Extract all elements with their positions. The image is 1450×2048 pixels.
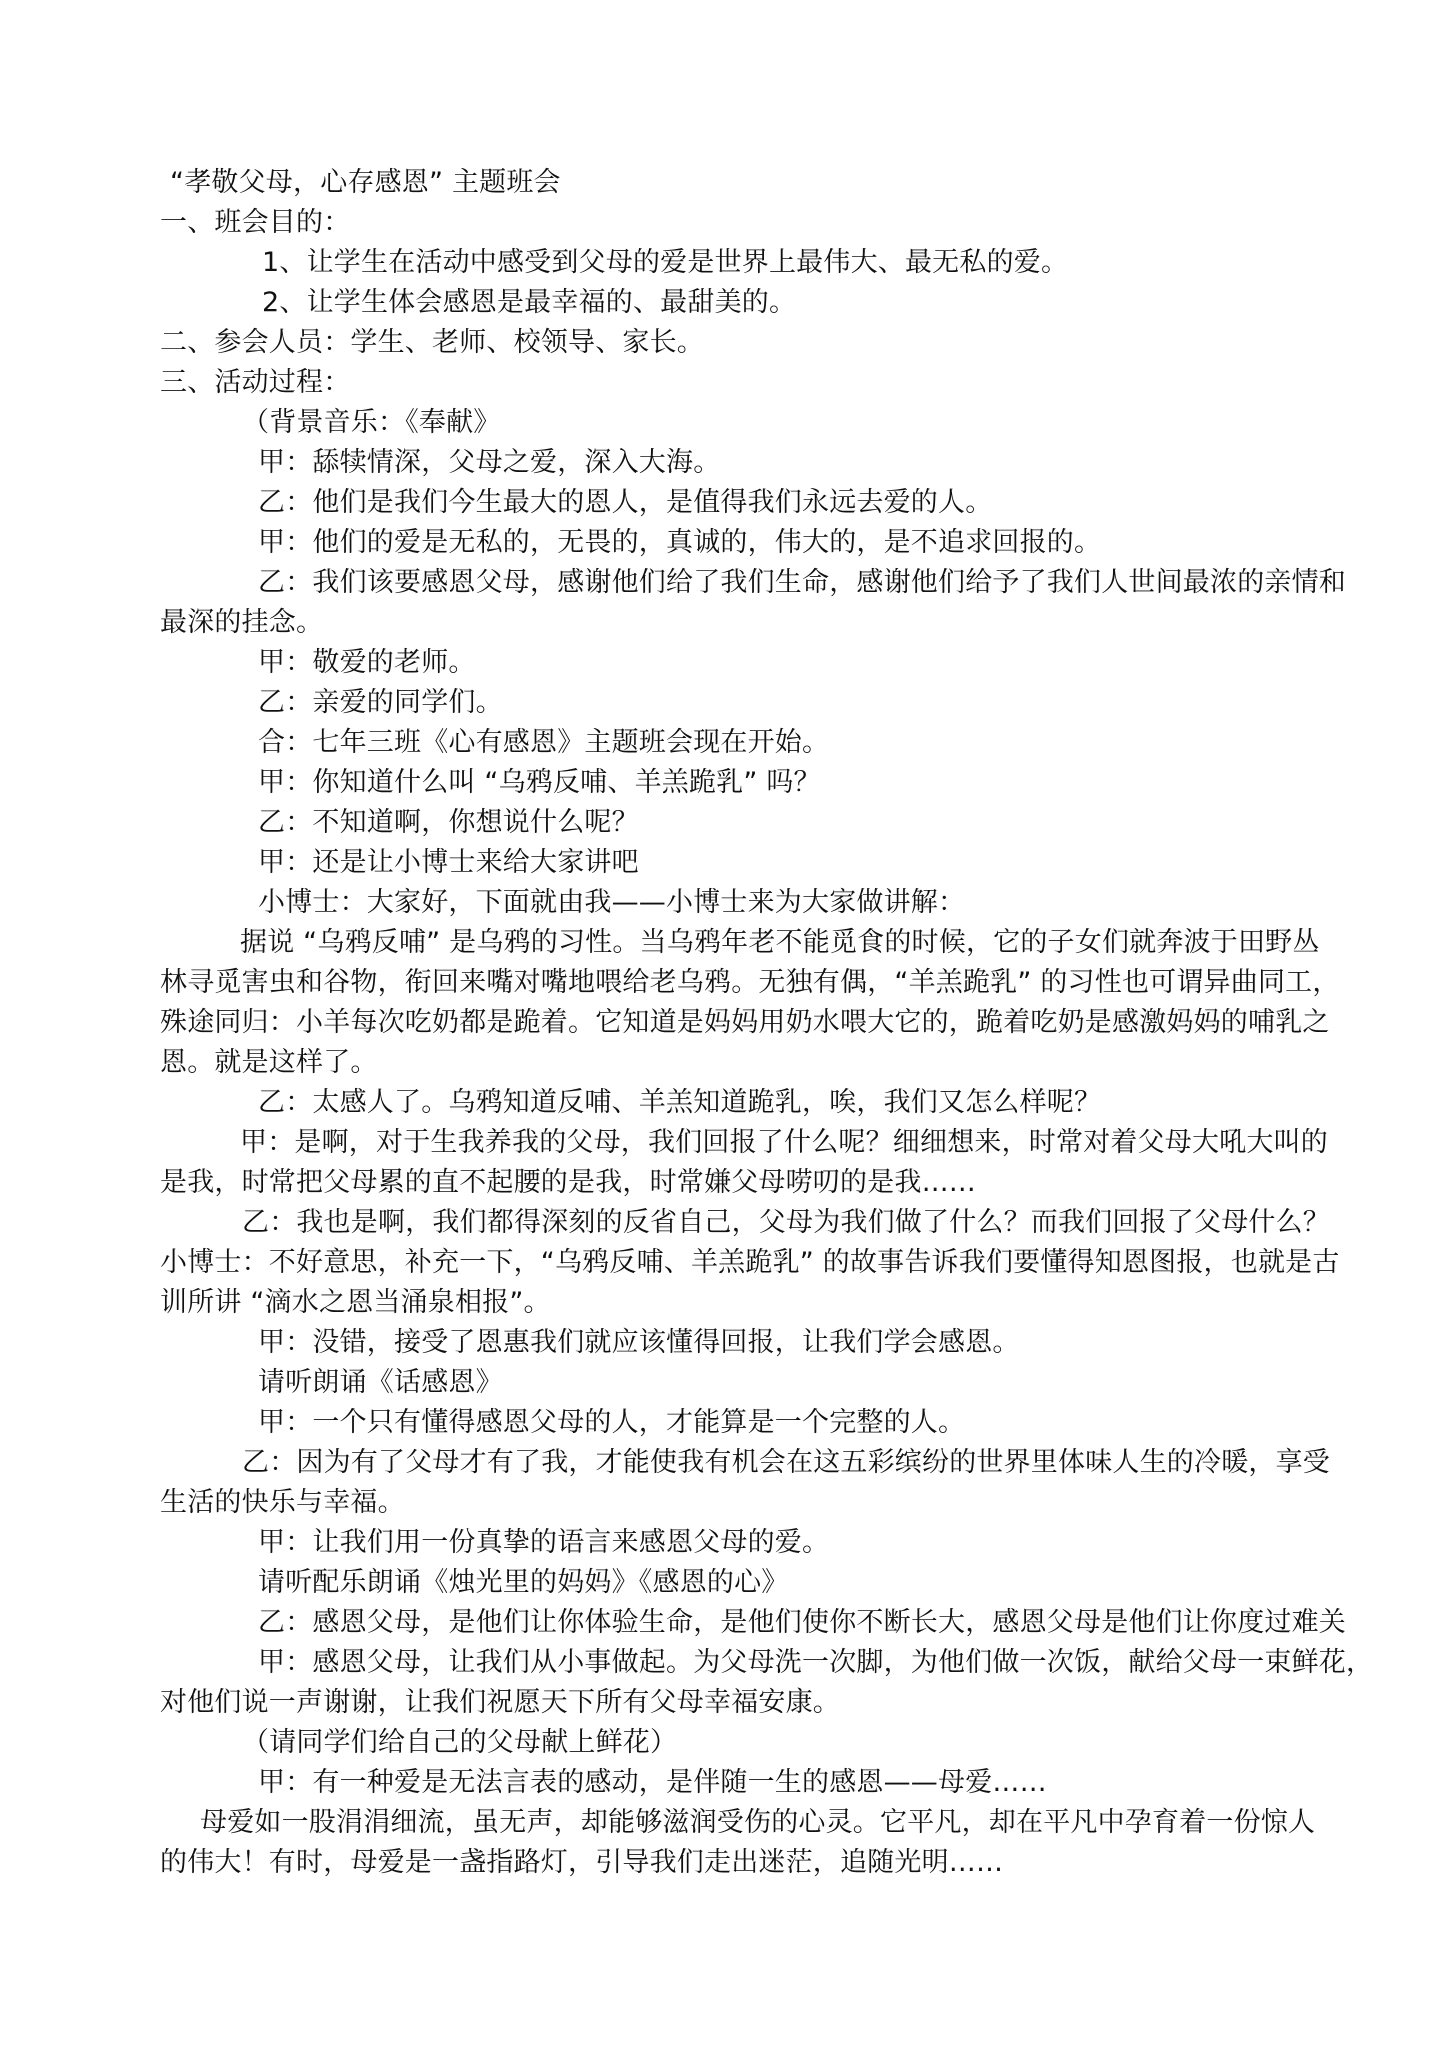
paragraph-line: 的伟大！有时，母爱是一盏指路灯，引导我们走出迷茫，追随光明…… (160, 1847, 1004, 1878)
document-title: “孝敬父母，心存感恩” 主题班会 (170, 167, 561, 198)
section-heading: 三、活动过程： (160, 367, 351, 398)
paragraph-line: 母爱如一股涓涓细流，虽无声，却能够滋润受伤的心灵。它平凡，却在平凡中孕育着一份惊人 (200, 1807, 1316, 1838)
section-heading: 二、参会人员：学生、老师、校领导、家长。 (160, 327, 704, 358)
paragraph-line: 林寻觅害虫和谷物，衔回来嘴对嘴地喂给老乌鸦。无独有偶，“羊羔跪乳” 的习性也可谓异曲同工， (160, 967, 1340, 998)
text-line: （背景音乐：《奉献》 (242, 407, 501, 438)
dialogue-line: 甲：让我们用一份真挚的语言来感恩父母的爱。 (258, 1527, 830, 1558)
dialogue-line: 乙：亲爱的同学们。 (258, 687, 503, 718)
dialogue-line: 乙：我们该要感恩父母，感谢他们给了我们生命，感谢他们给予了我们人世间最浓的亲情和 (258, 567, 1346, 598)
text-line: 是我，时常把父母累的直不起腰的是我，时常嫌父母唠叨的是我…… (160, 1167, 976, 1198)
text-line: 请听朗诵《话感恩》 (258, 1367, 503, 1398)
dialogue-line: 乙：太感人了。乌鸦知道反哺、羊羔知道跪乳，唉，我们又怎么样呢？ (258, 1087, 1102, 1118)
dialogue-line: 小博士：大家好，下面就由我——小博士来为大家做讲解： (258, 887, 966, 918)
dialogue-line: 甲：是啊，对于生我养我的父母，我们回报了什么呢？细细想来，时常对着父母大吼大叫的 (240, 1127, 1328, 1158)
dialogue-line: 甲：有一种爱是无法言表的感动，是伴随一生的感恩——母爱…… (258, 1767, 1047, 1798)
paragraph-line: 殊途同归：小羊每次吃奶都是跪着。它知道是妈妈用奶水喂大它的，跪着吃奶是感激妈妈的哺乳之 (160, 1007, 1330, 1038)
paragraph-line: 据说 “乌鸦反哺” 是乌鸦的习性。当乌鸦年老不能觅食的时候，它的子女们就奔波于田野丛 (240, 927, 1320, 958)
dialogue-line: 甲：舔犊情深，父母之爱，深入大海。 (258, 447, 721, 478)
text-line: 生活的快乐与幸福。 (160, 1487, 405, 1518)
dialogue-line: 甲：你知道什么叫 “乌鸦反哺、羊羔跪乳” 吗？ (258, 767, 821, 798)
text-line: 请听配乐朗诵《烛光里的妈妈》《感恩的心》 (258, 1567, 789, 1598)
text-line: （请同学们给自己的父母献上鲜花） (242, 1727, 678, 1758)
dialogue-line: 乙：不知道啊，你想说什么呢？ (258, 807, 639, 838)
dialogue-line: 甲：感恩父母，让我们从小事做起。为父母洗一次脚，为他们做一次饭，献给父母一束鲜花， (258, 1647, 1374, 1678)
dialogue-line: 合：七年三班《心有感恩》主题班会现在开始。 (258, 727, 830, 758)
text-line: 最深的挂念。 (160, 607, 324, 638)
dialogue-line: 乙：感恩父母，是他们让你体验生命，是他们使你不断长大，感恩父母是他们让你度过难关 (258, 1607, 1346, 1638)
dialogue-line: 小博士：不好意思，补充一下，“乌鸦反哺、羊羔跪乳” 的故事告诉我们要懂得知恩图报，也就是古 (160, 1247, 1340, 1278)
dialogue-line: 甲：没错，接受了恩惠我们就应该懂得回报，让我们学会感恩。 (258, 1327, 1020, 1358)
dialogue-line: 乙：因为有了父母才有了我，才能使我有机会在这五彩缤纷的世界里体味人生的冷暖，享受 (242, 1447, 1330, 1478)
text-line: 2、让学生体会感恩是最幸福的、最甜美的。 (262, 287, 797, 318)
dialogue-line: 甲：敬爱的老师。 (258, 647, 476, 678)
dialogue-line: 乙：他们是我们今生最大的恩人，是值得我们永远去爱的人。 (258, 487, 993, 518)
dialogue-line: 甲：还是让小博士来给大家讲吧 (258, 847, 639, 878)
dialogue-line: 乙：我也是啊，我们都得深刻的反省自己，父母为我们做了什么？而我们回报了父母什么？ (242, 1207, 1330, 1238)
text-line: 1、让学生在活动中感受到父母的爱是世界上最伟大、最无私的爱。 (262, 247, 1069, 278)
text-line: 训所讲 “滴水之恩当涌泉相报”。 (160, 1287, 551, 1318)
dialogue-line: 甲：他们的爱是无私的，无畏的，真诚的，伟大的，是不追求回报的。 (258, 527, 1102, 558)
text-line: 对他们说一声谢谢，让我们祝愿天下所有父母幸福安康。 (160, 1687, 840, 1718)
section-heading: 一、班会目的： (160, 207, 351, 238)
dialogue-line: 甲：一个只有懂得感恩父母的人，才能算是一个完整的人。 (258, 1407, 966, 1438)
paragraph-line: 恩。就是这样了。 (160, 1047, 378, 1078)
